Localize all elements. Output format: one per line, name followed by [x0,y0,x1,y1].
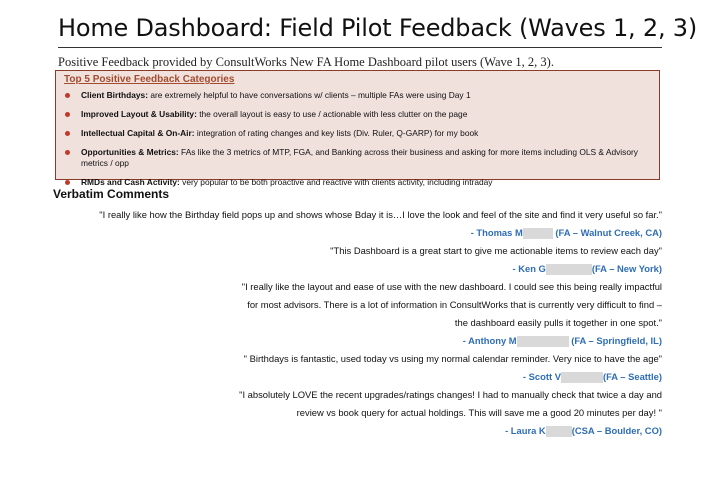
category-text: integration of rating changes and key lists (Div. Ruler, Q-GARP) for my book [194,128,479,138]
comment-quote-line: review vs book query for actual holdings. This will save me a good 20 minutes per day! " [296,407,662,418]
comment-quote: "This Dashboard is a great start to give me actionable items to review each day" [330,245,662,256]
comment-author [513,263,663,275]
comment-quote-line: "I absolutely LOVE the recent upgrades/ratings changes! I had to manually check that twice a day and [239,389,662,400]
comment-quote-line: "I really like the layout and ease of use with the new dashboard. I could see this being really impactful [241,281,662,292]
comment-author [505,425,662,437]
top-feedback-heading: Top 5 Positive Feedback Categories [64,74,235,85]
author-role: (CSA – Boulder, CO) [571,425,662,436]
feedback-category-item [64,128,656,139]
category-label: Client Birthdays: [81,90,149,100]
comment-quote: " Birthdays is fantastic, used today vs using my normal calendar reminder. Very nice to have the age" [243,353,662,364]
author-role: (FA – Springfield, IL) [571,335,662,346]
redaction-block [517,336,569,347]
comment-quote-line: the dashboard easily pulls it together in one spot." [454,317,662,328]
comment-quote-line: for most advisors. There is a lot of information in ConsultWorks that is currently very difficult to find – [247,299,662,310]
bullet-icon [65,112,70,117]
redaction-block [561,372,603,383]
redaction-block [546,264,592,275]
author-role: (FA – Seattle) [602,371,662,382]
category-text: very popular to be both proactive and reactive with clients activity, including intraday [179,177,493,187]
comment-author [523,371,662,383]
author-name: - Laura K [505,425,546,436]
title-divider [58,47,662,48]
bullet-icon [65,131,70,136]
author-name: - Ken G [512,263,546,274]
author-name: - Thomas M [470,227,523,238]
bullet-icon [65,93,70,98]
feedback-category-item [64,90,656,101]
redaction-block [546,426,572,437]
category-text: are extremely helpful to have conversations w/ clients – multiple FAs were using Day 1 [148,90,471,100]
page-title: Home Dashboard: Field Pilot Feedback (Waves 1, 2, 3) [58,14,698,42]
top-feedback-box [55,70,660,187]
category-label: Improved Layout & Usability: [81,109,197,119]
bullet-icon [65,180,70,185]
feedback-category-list [64,90,656,196]
comment-quote: "I really like how the Birthday field pops up and shows whose Bday it is…I love the look and feel of the site and find it very useful so far." [99,209,662,220]
author-role: (FA – Walnut Creek, CA) [555,227,662,238]
category-label: RMDs and Cash Activity: [81,177,180,187]
redaction-block [523,228,553,239]
category-label: Intellectual Capital & On-Air: [81,128,195,138]
verbatim-heading: Verbatim Comments [53,187,170,201]
page-subtitle: Positive Feedback provided by ConsultWorks New FA Home Dashboard pilot users (Wave 1, 2, 3). [58,55,554,69]
feedback-category-item [64,109,656,120]
bullet-icon [65,150,70,155]
author-name: - Scott V [522,371,561,382]
comment-author [471,227,662,239]
feedback-category-item [64,147,656,169]
author-role: (FA – New York) [591,263,662,274]
comment-author [463,335,662,347]
category-text: FAs like the 3 metrics of MTP, FGA, and Banking across their business and asking for more items including OLS & Advisory metrics / opp [81,147,638,168]
author-name: - Anthony M [462,335,517,346]
category-text: the overall layout is easy to use / actionable with less clutter on the page [196,109,468,119]
category-label: Opportunities & Metrics: [81,147,179,157]
